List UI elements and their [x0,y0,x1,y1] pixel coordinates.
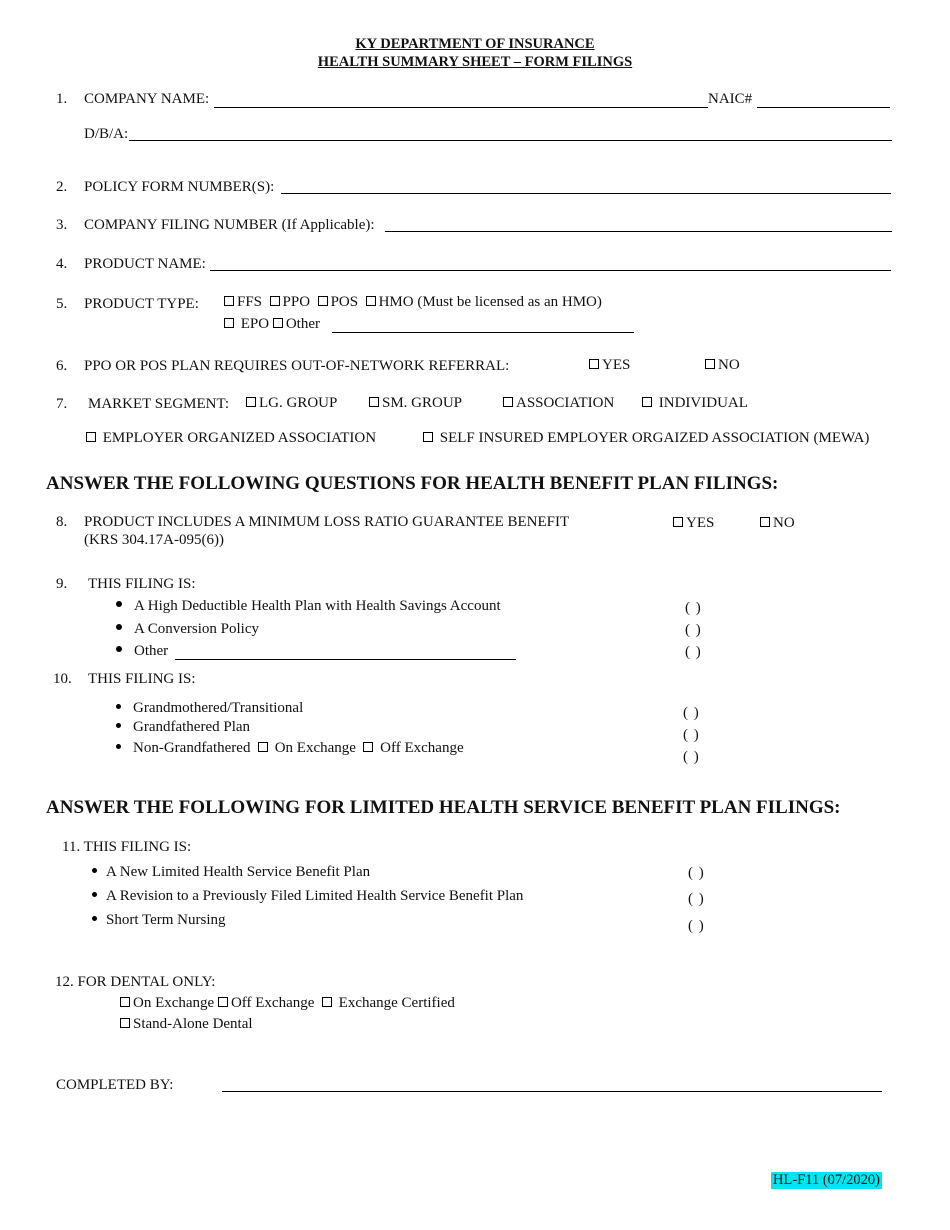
q10-grandfathered-mark[interactable]: ( ) [683,727,700,743]
company-filing-number-label: COMPANY FILING NUMBER (If Applicable): [84,217,375,233]
q9-conversion-mark[interactable]: ( ) [685,622,702,638]
q9-hdhp-mark[interactable]: ( ) [685,600,702,616]
product-type-row2 [224,316,320,333]
naic-label: NAIC# [708,91,753,107]
employer-organized-association-checkbox[interactable] [86,432,96,442]
individual-option[interactable]: INDIVIDUAL [642,395,748,412]
mlr-guarantee-statute: (KRS 304.17A-095(6)) [84,532,224,548]
bullet-icon [116,646,122,652]
product-type-row1 [224,294,602,311]
company-name-field[interactable] [214,107,708,108]
bullet-icon [116,624,122,630]
pos-checkbox[interactable] [318,296,328,306]
q11-short-term-nursing-mark[interactable]: ( ) [688,918,705,934]
q6-yes-option[interactable]: YES [589,357,630,374]
sm-group-checkbox[interactable] [369,397,379,407]
epo-option[interactable]: EPO [224,316,269,332]
q6-no-option[interactable]: NO [705,357,740,374]
policy-form-number-field[interactable] [281,193,891,194]
q9-other-field[interactable] [175,659,516,660]
dba-field[interactable] [129,140,892,141]
employer-organized-association-option[interactable]: EMPLOYER ORGANIZED ASSOCIATION [86,430,376,447]
form-subtitle: HEALTH SUMMARY SHEET – FORM FILINGS [317,54,633,70]
q6-yes-checkbox[interactable] [589,359,599,369]
q12-label: 12. FOR DENTAL ONLY: [55,974,216,990]
q8-no-checkbox[interactable] [760,517,770,527]
company-name-label: COMPANY NAME: [84,91,210,107]
product-name-label: PRODUCT NAME: [84,256,206,272]
individual-checkbox[interactable] [642,397,652,407]
q10-non-grandfathered-mark[interactable]: ( ) [683,749,700,765]
market-segment-label: MARKET SEGMENT: [88,396,230,412]
ppo-option[interactable]: PPO [270,294,311,310]
epo-checkbox[interactable] [224,318,234,328]
dental-options-row1 [120,995,455,1012]
on-exchange-option[interactable]: On Exchange [258,740,356,756]
q9-other-mark[interactable]: ( ) [685,644,702,660]
pos-option[interactable]: POS [318,294,359,310]
q10-item-non-grandfathered: Non-Grandfathered On Exchange Off Exchange [116,740,464,757]
on-exchange-checkbox[interactable] [258,742,268,752]
q8-number: 8. [56,514,68,530]
naic-field[interactable] [757,107,890,108]
q9-number: 9. [56,576,68,592]
other-option[interactable]: Other [273,316,320,332]
q11-item-new-plan: A New Limited Health Service Benefit Plan [92,864,370,881]
exchange-certified-option[interactable]: Exchange Certified [322,995,455,1011]
q5-number: 5. [56,296,68,312]
association-checkbox[interactable] [503,397,513,407]
lg-group-checkbox[interactable] [246,397,256,407]
limited-health-section-heading: ANSWER THE FOLLOWING FOR LIMITED HEALTH SERVICE BENEFIT PLAN FILINGS: [46,797,841,818]
ffs-option[interactable]: FFS [224,294,262,310]
form-id-badge: HL-F11 (07/2020) [773,1172,880,1188]
q2-number: 2. [56,179,68,195]
dental-off-exchange-checkbox[interactable] [218,997,228,1007]
mewa-checkbox[interactable] [423,432,433,442]
q10-grandmothered-mark[interactable]: ( ) [683,705,700,721]
q10-label: THIS FILING IS: [88,671,196,687]
exchange-certified-checkbox[interactable] [322,997,332,1007]
q9-label: THIS FILING IS: [88,576,196,592]
lg-group-option[interactable]: LG. GROUP [246,395,337,412]
q11-new-plan-mark[interactable]: ( ) [688,865,705,881]
mewa-option[interactable]: SELF INSURED EMPLOYER ORGAIZED ASSOCIATION (MEWA) [423,430,869,447]
off-exchange-option[interactable]: Off Exchange [363,740,463,756]
company-filing-number-field[interactable] [385,231,892,232]
hmo-checkbox[interactable] [366,296,376,306]
q7-number: 7. [56,396,68,412]
ppo-checkbox[interactable] [270,296,280,306]
mlr-guarantee-label: PRODUCT INCLUDES A MINIMUM LOSS RATIO GUARANTEE BENEFIT [84,514,570,530]
off-exchange-checkbox[interactable] [363,742,373,752]
ffs-checkbox[interactable] [224,296,234,306]
dba-label: D/B/A: [84,126,129,142]
dental-on-exchange-option[interactable]: On Exchange [120,995,214,1011]
policy-form-number-label: POLICY FORM NUMBER(S): [84,179,275,195]
dental-off-exchange-option[interactable]: Off Exchange [218,995,314,1011]
q10-item-grandfathered: Grandfathered Plan [116,719,250,736]
bullet-icon [92,868,97,873]
health-benefit-section-heading: ANSWER THE FOLLOWING QUESTIONS FOR HEALTH BENEFIT PLAN FILINGS: [46,473,779,494]
completed-by-field[interactable] [222,1091,882,1092]
product-name-field[interactable] [210,270,891,271]
q8-yes-option[interactable]: YES [673,515,714,532]
q10-item-grandmothered: Grandmothered/Transitional [116,700,303,717]
q4-number: 4. [56,256,68,272]
q11-item-revision: A Revision to a Previously Filed Limited Health Service Benefit Plan [92,888,523,905]
sm-group-option[interactable]: SM. GROUP [369,395,462,412]
completed-by-label: COMPLETED BY: [56,1077,174,1093]
bullet-icon [92,916,97,921]
bullet-icon [116,723,121,728]
q10-number: 10. [53,671,72,687]
stand-alone-dental-checkbox[interactable] [120,1018,130,1028]
form-title: KY DEPARTMENT OF INSURANCE [355,36,595,52]
q9-item-conversion: A Conversion Policy [116,621,259,638]
stand-alone-dental-option[interactable]: Stand-Alone Dental [120,1016,253,1033]
q3-number: 3. [56,217,68,233]
dental-on-exchange-checkbox[interactable] [120,997,130,1007]
q1-number: 1. [56,91,68,107]
q6-no-checkbox[interactable] [705,359,715,369]
q11-item-short-term-nursing: Short Term Nursing [92,912,226,929]
q11-revision-mark[interactable]: ( ) [688,891,705,907]
q11-label: 11. THIS FILING IS: [62,839,192,855]
other-product-type-field[interactable] [332,332,634,333]
hmo-option[interactable]: HMO (Must be licensed as an HMO) [366,294,602,310]
bullet-icon [116,601,122,607]
q8-no-option[interactable]: NO [760,515,795,532]
bullet-icon [116,744,121,749]
product-type-label: PRODUCT TYPE: [84,296,199,312]
association-option[interactable]: ASSOCIATION [503,395,614,412]
q9-item-hdhp: A High Deductible Health Plan with Health Savings Account [116,598,501,615]
bullet-icon [116,704,121,709]
other-checkbox[interactable] [273,318,283,328]
q6-number: 6. [56,358,68,374]
q8-yes-checkbox[interactable] [673,517,683,527]
out-of-network-referral-label: PPO OR POS PLAN REQUIRES OUT-OF-NETWORK REFERRAL: [84,358,510,374]
q9-item-other: Other [116,643,168,660]
bullet-icon [92,892,97,897]
